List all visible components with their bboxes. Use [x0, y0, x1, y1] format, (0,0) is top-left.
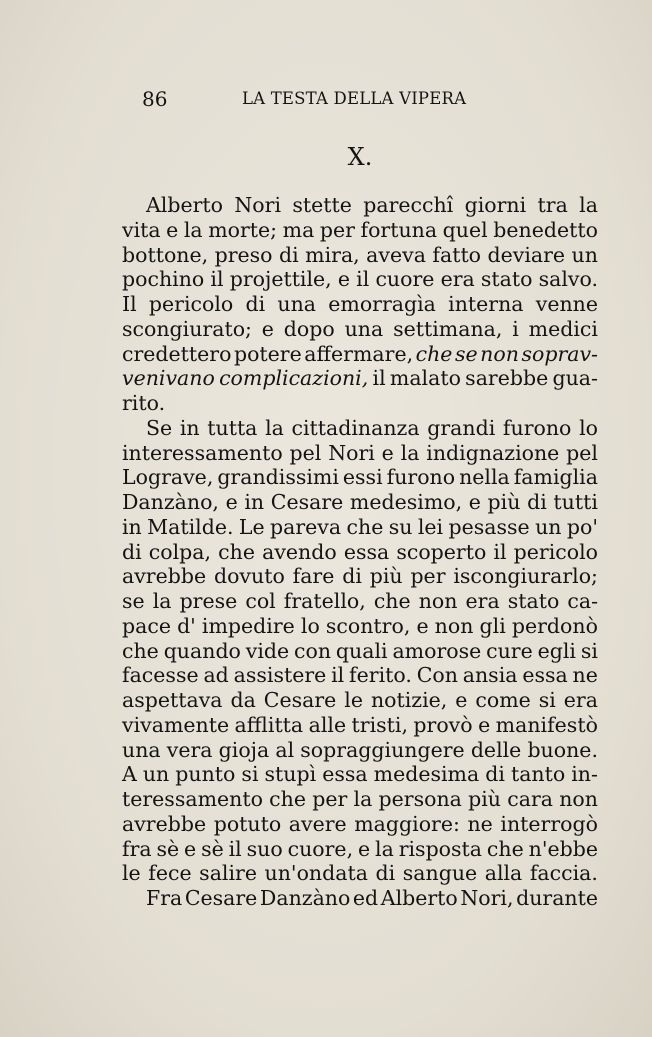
text-word: nella [459, 465, 510, 490]
text-word: non [434, 613, 474, 638]
text-word: di [245, 292, 266, 316]
text-word: venivano [122, 366, 215, 391]
text-word: Il [122, 292, 137, 316]
text-word: projettile, [229, 267, 332, 292]
text-word: e [166, 217, 179, 242]
text-word: la [183, 217, 203, 242]
text-word: era [563, 688, 598, 712]
text-word: aveva [366, 242, 426, 267]
text-word: giorni [464, 193, 527, 217]
text-line [122, 243, 598, 268]
text-word: la [265, 415, 284, 440]
text-word: per [312, 787, 348, 811]
text-word: che [122, 638, 159, 663]
text-word: suo [246, 836, 283, 861]
text-word: quando [163, 638, 241, 663]
text-word: e [455, 688, 468, 712]
text-word: gli [479, 613, 506, 638]
text-word: sè [201, 836, 224, 861]
text-word: il [210, 267, 224, 292]
text-word: fatto [432, 242, 482, 267]
text-line [122, 688, 598, 713]
text-word: che [486, 836, 524, 861]
text-word: iscongiurarlo; [453, 564, 598, 589]
text-word: notizie, [370, 688, 448, 712]
text-word: facesse [122, 663, 199, 688]
page-number: 86 [142, 87, 168, 111]
text-word: il [372, 366, 386, 391]
text-word: emorragìa [328, 292, 436, 316]
text-word: più [369, 564, 403, 589]
text-word: Cesare [184, 886, 258, 910]
text-word: un'ondata [264, 861, 368, 886]
text-word: la [152, 589, 172, 613]
text-word: su [388, 514, 413, 539]
text-word: interrogò [500, 811, 598, 836]
text-word: ne [572, 663, 598, 688]
text-word: una [277, 292, 317, 316]
text-word: buone. [527, 737, 598, 762]
text-word: manifestò [495, 712, 598, 737]
text-word: un [571, 242, 598, 267]
text-word: stupì [264, 762, 317, 787]
text-word: gua- [552, 366, 598, 391]
text-word: durante [516, 886, 598, 910]
text-word: potuto [213, 811, 282, 836]
text-word: di [122, 539, 142, 564]
text-word: tristi, [351, 712, 408, 737]
text-word: e [184, 836, 197, 861]
text-word: come [475, 688, 531, 712]
text-word: pesasse [448, 514, 530, 539]
text-word: cittadinanza [291, 415, 420, 440]
text-word: sarebbe [465, 366, 549, 391]
text-word: che [415, 341, 453, 366]
text-word: tutta [207, 415, 258, 440]
text-word: cara [507, 787, 553, 811]
text-word: stette [292, 193, 352, 217]
text-word: lo [579, 415, 598, 440]
text-line [122, 540, 598, 565]
text-word: pericolo [513, 539, 598, 564]
text-word: che [346, 514, 384, 539]
text-line [122, 861, 598, 886]
text-word: vide [245, 638, 290, 663]
text-word: pericolo [148, 292, 234, 316]
text-word: faccia. [529, 861, 598, 886]
text-word: scoperto [396, 539, 487, 564]
text-word: che [218, 539, 255, 564]
text-line [122, 713, 598, 738]
text-word: po' [566, 514, 598, 539]
text-word: in [244, 490, 265, 514]
text-word: ne [467, 811, 493, 836]
text-word: essa [522, 663, 568, 688]
text-line [122, 639, 598, 664]
text-word: venne [535, 292, 598, 316]
running-title: LA TESTA DELLA VIPERA [242, 89, 467, 108]
text-word: affermare, [304, 341, 414, 366]
text-word: un [535, 514, 562, 539]
text-word: ad [203, 663, 229, 688]
text-word: una [122, 737, 161, 762]
text-word: e [468, 490, 481, 514]
text-word: n'ebbe [528, 836, 598, 861]
text-line [122, 886, 598, 911]
text-word: e [261, 316, 274, 341]
text-word: di [527, 490, 547, 514]
text-word: alle [308, 712, 347, 737]
text-word: ca- [567, 589, 598, 613]
text-word: avere [288, 811, 347, 836]
text-word: in [179, 415, 200, 440]
text-word: Nori [328, 440, 375, 465]
text-word: impedire [201, 613, 295, 638]
text-word: vera [166, 737, 213, 762]
text-word: lo [300, 613, 320, 638]
text-line [122, 812, 598, 837]
text-word: la [353, 787, 373, 811]
text-line [122, 317, 598, 342]
text-line [122, 416, 598, 441]
text-word: il [228, 836, 242, 861]
text-word: provò [413, 712, 473, 737]
text-line [122, 787, 598, 812]
text-word: rito. [122, 391, 166, 415]
text-word: ed [352, 886, 379, 910]
text-word: pareva [270, 514, 342, 539]
text-word: indignazione [426, 440, 560, 465]
text-word: benedetto [493, 217, 598, 242]
text-line [122, 267, 598, 292]
text-word: avrebbe [122, 564, 207, 589]
text-line [122, 366, 598, 391]
text-line [122, 837, 598, 862]
page-header [142, 86, 512, 112]
text-word: vivamente [122, 712, 230, 737]
text-line [122, 515, 598, 540]
text-word: Cesare [270, 490, 344, 514]
text-word: Se [146, 415, 173, 440]
text-line [122, 391, 598, 416]
text-word: salire [199, 861, 257, 886]
text-line [122, 614, 598, 639]
text-word: morte; [208, 217, 278, 242]
text-word: grandi [427, 415, 496, 440]
text-word: si [241, 762, 259, 787]
text-word: interessamento [122, 440, 283, 465]
text-line [122, 465, 598, 490]
text-word: amorose [392, 638, 482, 663]
text-word: pel [566, 440, 598, 465]
text-word: e [337, 267, 350, 292]
text-word: si [580, 638, 598, 663]
text-word: maggiore: [354, 811, 460, 836]
text-word: soprav- [521, 341, 598, 366]
text-word: Matilde. [147, 514, 234, 539]
text-line [122, 762, 598, 787]
text-word: Con [416, 663, 458, 688]
text-word: le [122, 861, 141, 886]
text-word: potere [233, 341, 302, 366]
text-word: dopo [283, 316, 335, 341]
body-text [122, 193, 598, 911]
text-word: persona [378, 787, 462, 811]
text-word: Alberto [380, 886, 458, 910]
text-word: e [416, 613, 429, 638]
text-word: fratello, [283, 589, 366, 613]
text-word: pace [122, 613, 171, 638]
text-word: fece [148, 861, 192, 886]
text-word: bottone, [122, 242, 209, 267]
text-word: per [319, 217, 355, 242]
text-word: e [381, 440, 394, 465]
text-word: Nori [234, 193, 281, 217]
text-word: gioja [218, 737, 270, 762]
text-word: e [225, 490, 238, 514]
text-word: mira, [305, 242, 360, 267]
text-line [122, 663, 598, 688]
text-word: tra [537, 193, 568, 217]
text-word: cuore [375, 267, 435, 292]
text-word: medesimo, [349, 490, 463, 514]
text-line [122, 292, 598, 317]
text-word: pel [289, 440, 322, 465]
text-word: assistere [233, 663, 327, 688]
text-word: aspettava [122, 688, 223, 712]
text-word: vita [122, 217, 161, 242]
text-word: essa [343, 539, 390, 564]
text-word: il [331, 663, 345, 688]
text-word: i [512, 316, 519, 341]
chapter-heading: X. [347, 143, 373, 171]
text-word: il [356, 267, 370, 292]
text-word: A [122, 762, 137, 787]
text-word: per [410, 564, 446, 589]
text-word: delle [470, 737, 522, 762]
text-word: deviare [487, 242, 566, 267]
text-word: furono [386, 465, 456, 490]
text-word: al [275, 737, 295, 762]
text-word: era [440, 267, 475, 292]
text-word: punto [175, 762, 236, 787]
text-word: preso [214, 242, 273, 267]
text-word: col [245, 589, 276, 613]
text-word: risposta [398, 836, 483, 861]
text-word: Alberto [146, 193, 223, 217]
text-line [122, 441, 598, 466]
text-word: ansia [462, 663, 518, 688]
text-word: salvo. [538, 267, 598, 292]
text-word: dovuto [213, 564, 285, 589]
text-word: non [418, 589, 458, 613]
text-word: e [478, 712, 491, 737]
text-word: malato [389, 366, 461, 391]
text-word: più [487, 490, 521, 514]
text-word: prese [179, 589, 238, 613]
text-word: fra [122, 836, 152, 861]
text-word: Danzàno, [122, 490, 219, 514]
text-word: di [485, 762, 505, 787]
text-word: stato [480, 267, 533, 292]
text-word: quali [335, 638, 388, 663]
text-word: con [294, 638, 332, 663]
text-word: teressamento [122, 787, 263, 811]
text-word: di [375, 861, 396, 886]
text-word: afflitta [234, 712, 304, 737]
text-word: ma [282, 217, 315, 242]
text-word: famiglia [513, 465, 598, 490]
text-word: medesima [373, 762, 480, 787]
text-word: fortuna [360, 217, 438, 242]
text-word: ferito. [349, 663, 412, 688]
text-word: perdonò [511, 613, 598, 638]
text-word: la [579, 193, 598, 217]
text-word: Le [238, 514, 265, 539]
text-word: un [142, 762, 170, 787]
text-word: colpa, [148, 539, 212, 564]
text-line [122, 564, 598, 589]
text-word: di [279, 242, 299, 267]
text-word: alla [484, 861, 523, 886]
text-word: se [122, 589, 145, 613]
text-word: Fra [146, 886, 183, 910]
text-word: interna [448, 292, 524, 316]
text-word: cure [486, 638, 533, 663]
text-word: essa [322, 762, 368, 787]
text-word: Lograve, [122, 465, 214, 490]
text-line [122, 218, 598, 243]
text-word: più [468, 787, 501, 811]
text-word: la [375, 836, 394, 861]
text-word: di [342, 564, 362, 589]
text-word: avendo [262, 539, 337, 564]
text-word: tanto [510, 762, 566, 787]
text-word: da [230, 688, 256, 712]
text-word: in [122, 514, 142, 539]
text-word: sopraggiungere [300, 737, 465, 762]
text-word: complicazioni, [219, 366, 369, 391]
text-word: fare [292, 564, 335, 589]
text-line [122, 589, 598, 614]
text-word: settimana, [393, 316, 503, 341]
text-word: sè [156, 836, 180, 861]
text-word: egli [537, 638, 576, 663]
text-word: che [373, 589, 411, 613]
text-word: che [269, 787, 306, 811]
text-word: d' [177, 613, 196, 638]
text-word: pochino [122, 267, 205, 292]
text-word: una [344, 316, 384, 341]
text-line [122, 738, 598, 763]
text-word: non [559, 787, 598, 811]
text-word: sangue [402, 861, 478, 886]
text-word: le [344, 688, 363, 712]
text-line [122, 193, 598, 218]
text-word: quel [442, 217, 488, 242]
text-word: avrebbe [122, 811, 207, 836]
text-word: lei [417, 514, 444, 539]
text-word: grandissimi [217, 465, 339, 490]
text-word: la [400, 440, 420, 465]
text-word: scongiurato; [122, 316, 252, 341]
text-word: stato [507, 589, 560, 613]
text-word: scontro, [325, 613, 411, 638]
text-word: si [538, 688, 556, 712]
text-word: tutti [553, 490, 598, 514]
text-line [122, 342, 598, 367]
text-word: in- [571, 762, 598, 787]
text-word: Nori, [460, 886, 514, 910]
text-word: Cesare [263, 688, 337, 712]
text-word: il [493, 539, 507, 564]
text-line [122, 490, 598, 515]
text-word: era [465, 589, 500, 613]
text-word: parecchî [363, 193, 454, 217]
text-word: essi [342, 465, 383, 490]
text-word: se [454, 341, 478, 366]
text-word: cuore, [287, 836, 354, 861]
text-word: non [480, 341, 519, 366]
text-word: e [357, 836, 371, 861]
text-word: medici [528, 316, 598, 341]
text-word: credettero [122, 341, 232, 366]
text-word: furono [502, 415, 572, 440]
text-word: Danzàno [259, 886, 351, 910]
